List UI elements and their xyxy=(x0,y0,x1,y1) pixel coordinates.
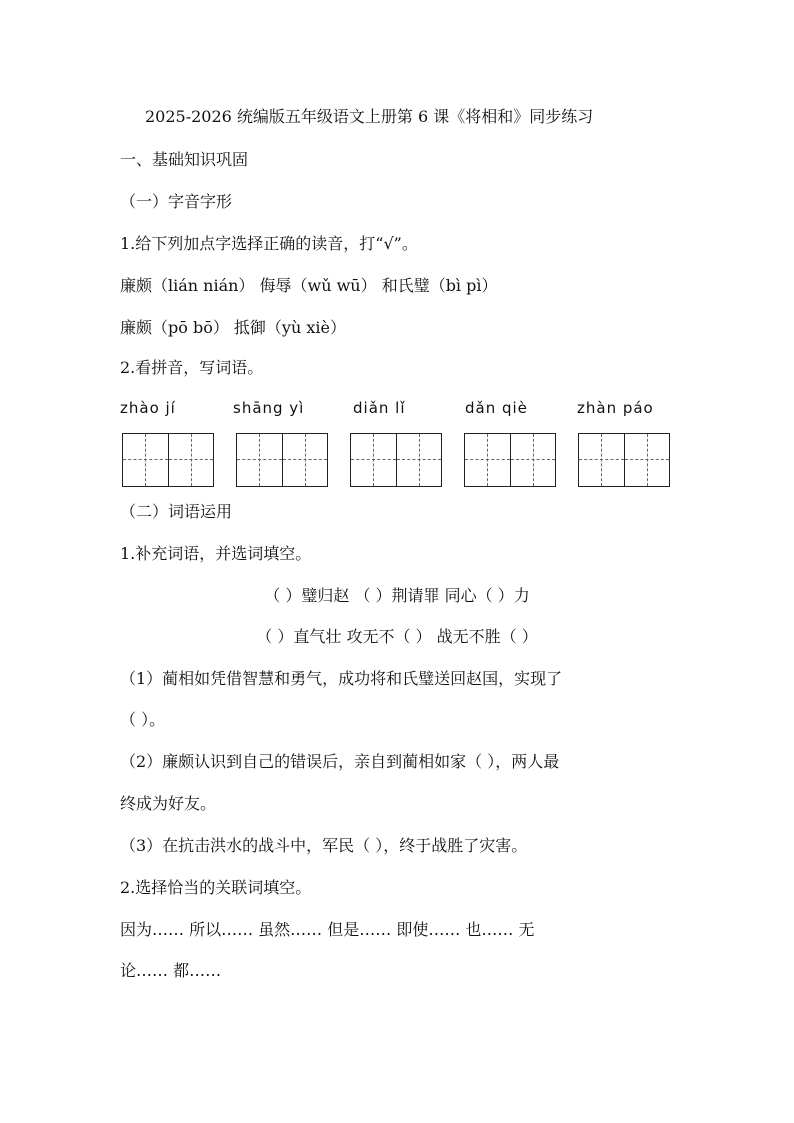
writing-grid[interactable] xyxy=(578,433,670,487)
writing-grid[interactable] xyxy=(464,433,556,487)
question-3: 1.补充词语，并选词填空。 xyxy=(120,544,312,563)
part-heading: （二）词语运用 xyxy=(120,502,233,521)
sentence-2: （2）廉颇认识到自己的错误后，亲自到蔺相如家（ ），两人最 xyxy=(120,752,560,771)
word-list-line-2: （ ）直气壮 攻无不（ ） 战无不胜（ ） xyxy=(256,627,538,646)
page-title: 2025-2026 统编版五年级语文上册第 6 课《将相和》同步练习 xyxy=(145,107,594,126)
pinyin-item: zhào jí xyxy=(120,399,176,417)
sentence-1-cont: （ ）。 xyxy=(120,710,166,729)
question-4: 2.选择恰当的关联词填空。 xyxy=(120,878,312,897)
question-1: 1.给下列加点字选择正确的读音，打“√”。 xyxy=(120,234,418,253)
pinyin-item: dǎn qiè xyxy=(465,399,528,417)
conjunction-line-2: 论…… 都…… xyxy=(120,961,222,980)
pinyin-item: diǎn lǐ xyxy=(353,399,406,417)
question-2: 2.看拼音，写词语。 xyxy=(120,358,264,377)
conjunction-line-1: 因为…… 所以…… 虽然…… 但是…… 即使…… 也…… 无 xyxy=(120,920,535,939)
section-heading: 一、基础知识巩固 xyxy=(120,150,249,169)
word-list-line-1: （ ）璧归赵 （ ）荆请罪 同心（ ）力 xyxy=(264,586,530,605)
sentence-1: （1）蔺相如凭借智慧和勇气，成功将和氏璧送回赵国，实现了 xyxy=(120,669,563,688)
pinyin-item: shāng yì xyxy=(233,399,305,417)
sentence-2-cont: 终成为好友。 xyxy=(120,794,217,813)
part-heading: （一）字音字形 xyxy=(120,192,233,211)
pinyin-item: zhàn páo xyxy=(577,399,654,417)
writing-grid[interactable] xyxy=(350,433,442,487)
pronunciation-line-1: 廉颇（lián nián） 侮辱（wǔ wū） 和氏璧（bì pì） xyxy=(120,276,498,295)
pronunciation-line-2: 廉颇（pō bō） 抵御（yù xiè） xyxy=(120,318,346,337)
sentence-3: （3）在抗击洪水的战斗中，军民（ ），终于战胜了灾害。 xyxy=(120,836,528,855)
writing-grid[interactable] xyxy=(122,433,214,487)
writing-grid[interactable] xyxy=(236,433,328,487)
